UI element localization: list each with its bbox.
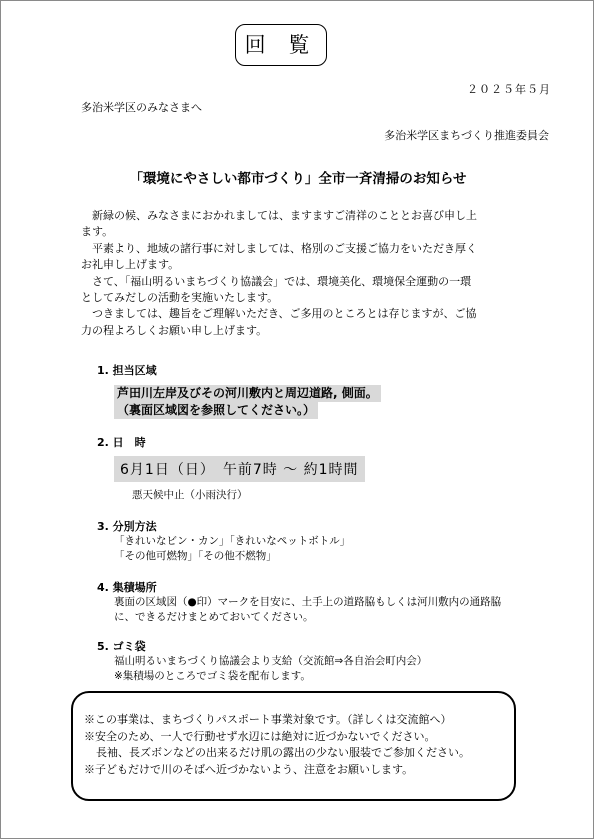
sender: 多治米学区まちづくり推進委員会 [384, 129, 549, 142]
body-line: さて、「福山明るいまちづくり協議会」では、環境美化、環境保全運動の一環 [92, 274, 472, 288]
section-collection-heading: 4. 集積場所 [97, 581, 157, 594]
notice-line-3: 長袖、長ズボンなどの出来るだけ肌の露出の少ない服装でご参加ください。 [96, 746, 470, 760]
body-text [81, 208, 517, 339]
collection-line-1: 裏面の区域図（●印）マークを目安に、土手上の道路脇もしくは河川敷内の通路脇 [114, 596, 502, 608]
body-paragraph [81, 274, 517, 307]
bags-line-2: ※集積場のところでゴミ袋を配布します。 [114, 670, 311, 682]
body-line: 力の程よろしくお願い申し上げます。 [81, 323, 268, 337]
body-line: ます。 [81, 225, 114, 239]
datetime-value: 6月1日（日） 午前7時 ～ 約1時間 [114, 456, 365, 482]
weather-note: 悪天候中止（小雨決行） [132, 489, 248, 501]
body-paragraph [81, 208, 517, 241]
notice-line-4: ※子どもだけで川のそばへ近づかないよう、注意をお願いします。 [84, 762, 414, 776]
notice-line-2: ※安全のため、一人で行動せず水辺には絶対に近づかないでください。 [84, 729, 436, 743]
notice-line-1: ※この事業は、まちづくりパスポート事業対象です。（詳しくは交流館へ） [84, 713, 452, 726]
headline: 「環境にやさしい都市づくり」全市一斉清掃のお知らせ [129, 171, 467, 187]
bags-line-1: 福山明るいまちづくり協議会より支給（交流館⇒各自治会町内会） [114, 655, 428, 667]
collection-line-2: に、できるだけまとめておいてください。 [114, 611, 314, 623]
body-paragraph [81, 306, 517, 339]
section-datetime-heading: 2. 日 時 [97, 436, 146, 449]
section-area-highlight [114, 385, 381, 419]
notice-box [71, 691, 516, 801]
body-paragraph [81, 241, 517, 274]
area-line-2: （裏面区域図を参照してください。） [114, 402, 318, 419]
body-line: 新緑の候、みなさまにおかれましては、ますますご清祥のこととお喜び申し上 [92, 209, 477, 222]
sorting-line-1: 「きれいなビン・カン」「きれいなペットボトル」 [114, 535, 351, 547]
body-line: としてみだしの活動を実施いたします。 [81, 291, 279, 305]
circular-title: 回 覧 [235, 24, 327, 66]
section-bags-heading: 5. ゴミ袋 [97, 640, 146, 653]
body-line: つきましては、趣旨をご理解いただき、ご多用のところとは存じますが、ご協 [92, 307, 477, 321]
body-line: お礼申し上げます。 [81, 258, 180, 272]
addressee: 多治米学区のみなさまへ [81, 101, 202, 114]
sorting-line-2: 「その他可燃物」「その他不燃物」 [114, 550, 277, 562]
section-sorting-heading: 3. 分別方法 [97, 520, 157, 533]
area-line-1: 芦田川左岸及びその河川敷内と周辺道路, 側面。 [114, 385, 381, 402]
body-line: 平素より、地域の諸行事に対しましては、格別のご支援ご協力をいただき厚く [92, 241, 477, 255]
document-date: ２０２５年５月 [467, 83, 551, 96]
section-area-heading: 1. 担当区域 [97, 364, 157, 377]
